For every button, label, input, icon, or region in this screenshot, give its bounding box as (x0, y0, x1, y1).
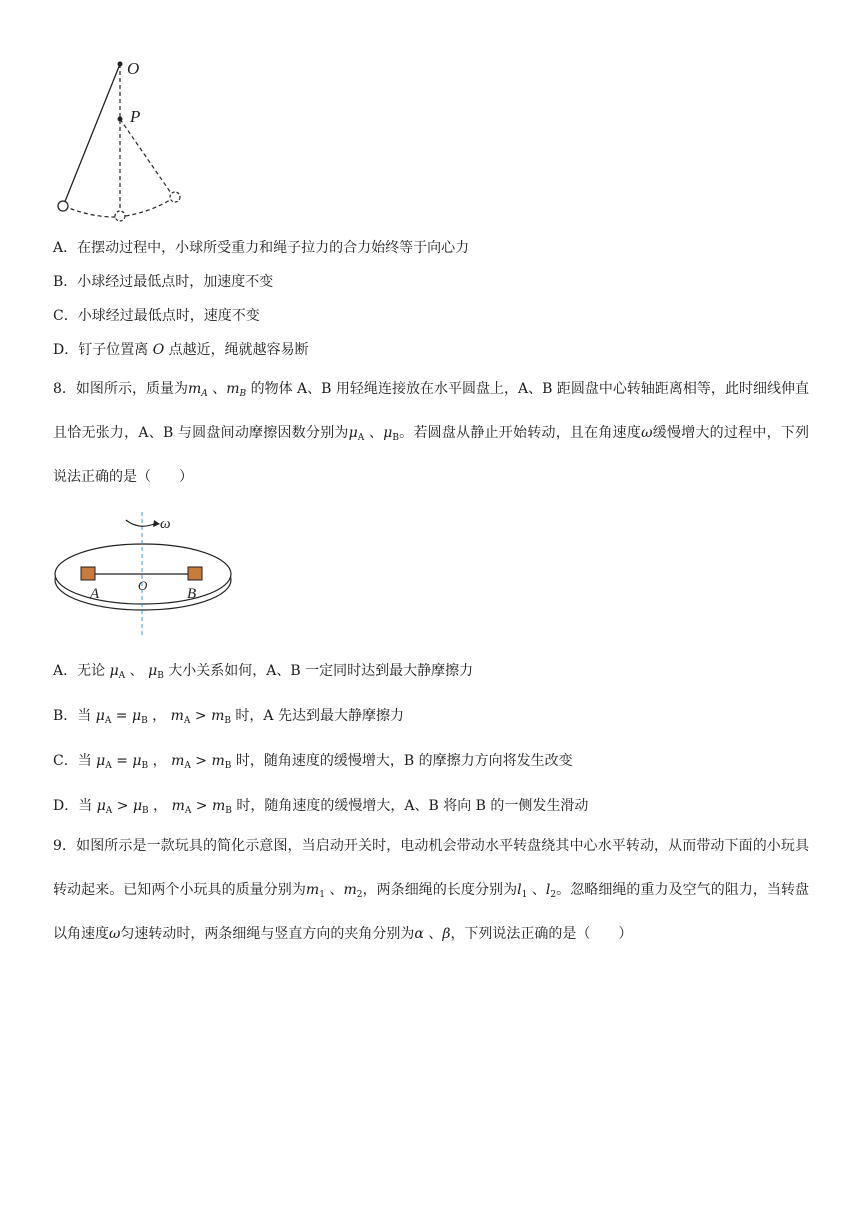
q8-option-d: D．当 $\mu_A > \mu_B$ ， $m_A > m_B$ 时，随角速度的缓慢增大，A、B 将向 B 的一侧发生滑动 (53, 798, 589, 816)
ball-right (170, 192, 180, 202)
q8-option-b: B．当 $\mu_A = \mu_B$ ， $m_A > m_B$ 时，A 先达到最大静摩擦力 (53, 708, 404, 726)
label-o-center: O (138, 578, 148, 593)
label-o: O (127, 59, 140, 78)
rotation-arrow (126, 520, 154, 526)
omega-label: ω (160, 516, 171, 532)
label-b: B (187, 586, 197, 602)
rope-left (64, 64, 120, 204)
pendulum-figure (52, 52, 202, 227)
q7-option-b: B．小球经过最低点时，加速度不变 (53, 274, 274, 290)
ball-bottom (115, 211, 125, 221)
block-b (188, 567, 202, 580)
ball-left (58, 201, 68, 211)
q9-stem: 9．如图所示是一款玩具的简化示意图，当启动开关时，电动机会带动水平转盘绕其中心水平转动，从而带动下面的小玩具转动起来。已知两个小玩具的质量分别为$m_1$ 、$m_2$，两条细绳的长度分别为$l_1$ 、$l_2$。忽略细绳的重力及空气的阻力，当转盘以角速度ω匀速转动时，两条细绳与竖直方向的夹角分别为α 、β，下列说法正确的是（ ） (53, 838, 810, 942)
rotation-arrowhead (153, 520, 160, 527)
point-o (118, 62, 123, 67)
q8-option-a: A．无论 $\mu_A$ 、 $\mu_B$ 大小关系如何，A、B 一定同时达到最大静摩擦力 (53, 663, 474, 681)
rope-right-dashed (120, 119, 173, 196)
q8-stem: 8．如图所示，质量为$m_A$ 、$m_B$ 的物体 A、B 用轻绳连接放在水平圆盘上，A、B 距圆盘中心转轴距离相等，此时细线伸直且恰无张力，A、B 与圆盘间动摩擦因数分别为$\mu_A$ 、$\mu_B$。若圆盘从静止开始转动，且在角速度ω缓慢增大的过程中，下列说法正确的是（ ） (53, 381, 810, 485)
label-a: A (90, 586, 100, 602)
q7-option-a: A．在摆动过程中，小球所受重力和绳子拉力的合力始终等于向心力 (53, 240, 470, 256)
label-p: P (130, 107, 141, 126)
nail-p (118, 117, 123, 122)
q7-option-c: C．小球经过最低点时，速度不变 (53, 308, 260, 324)
rotating-disk-figure (50, 508, 245, 640)
q7-option-d: D．钉子位置离 O 点越近，绳就越容易断 (53, 342, 309, 358)
q8-option-c: C．当 $\mu_A = \mu_B$ ， $m_A > m_B$ 时，随角速度的缓慢增大，B 的摩擦力方向将发生改变 (53, 753, 573, 771)
block-a (81, 567, 95, 580)
